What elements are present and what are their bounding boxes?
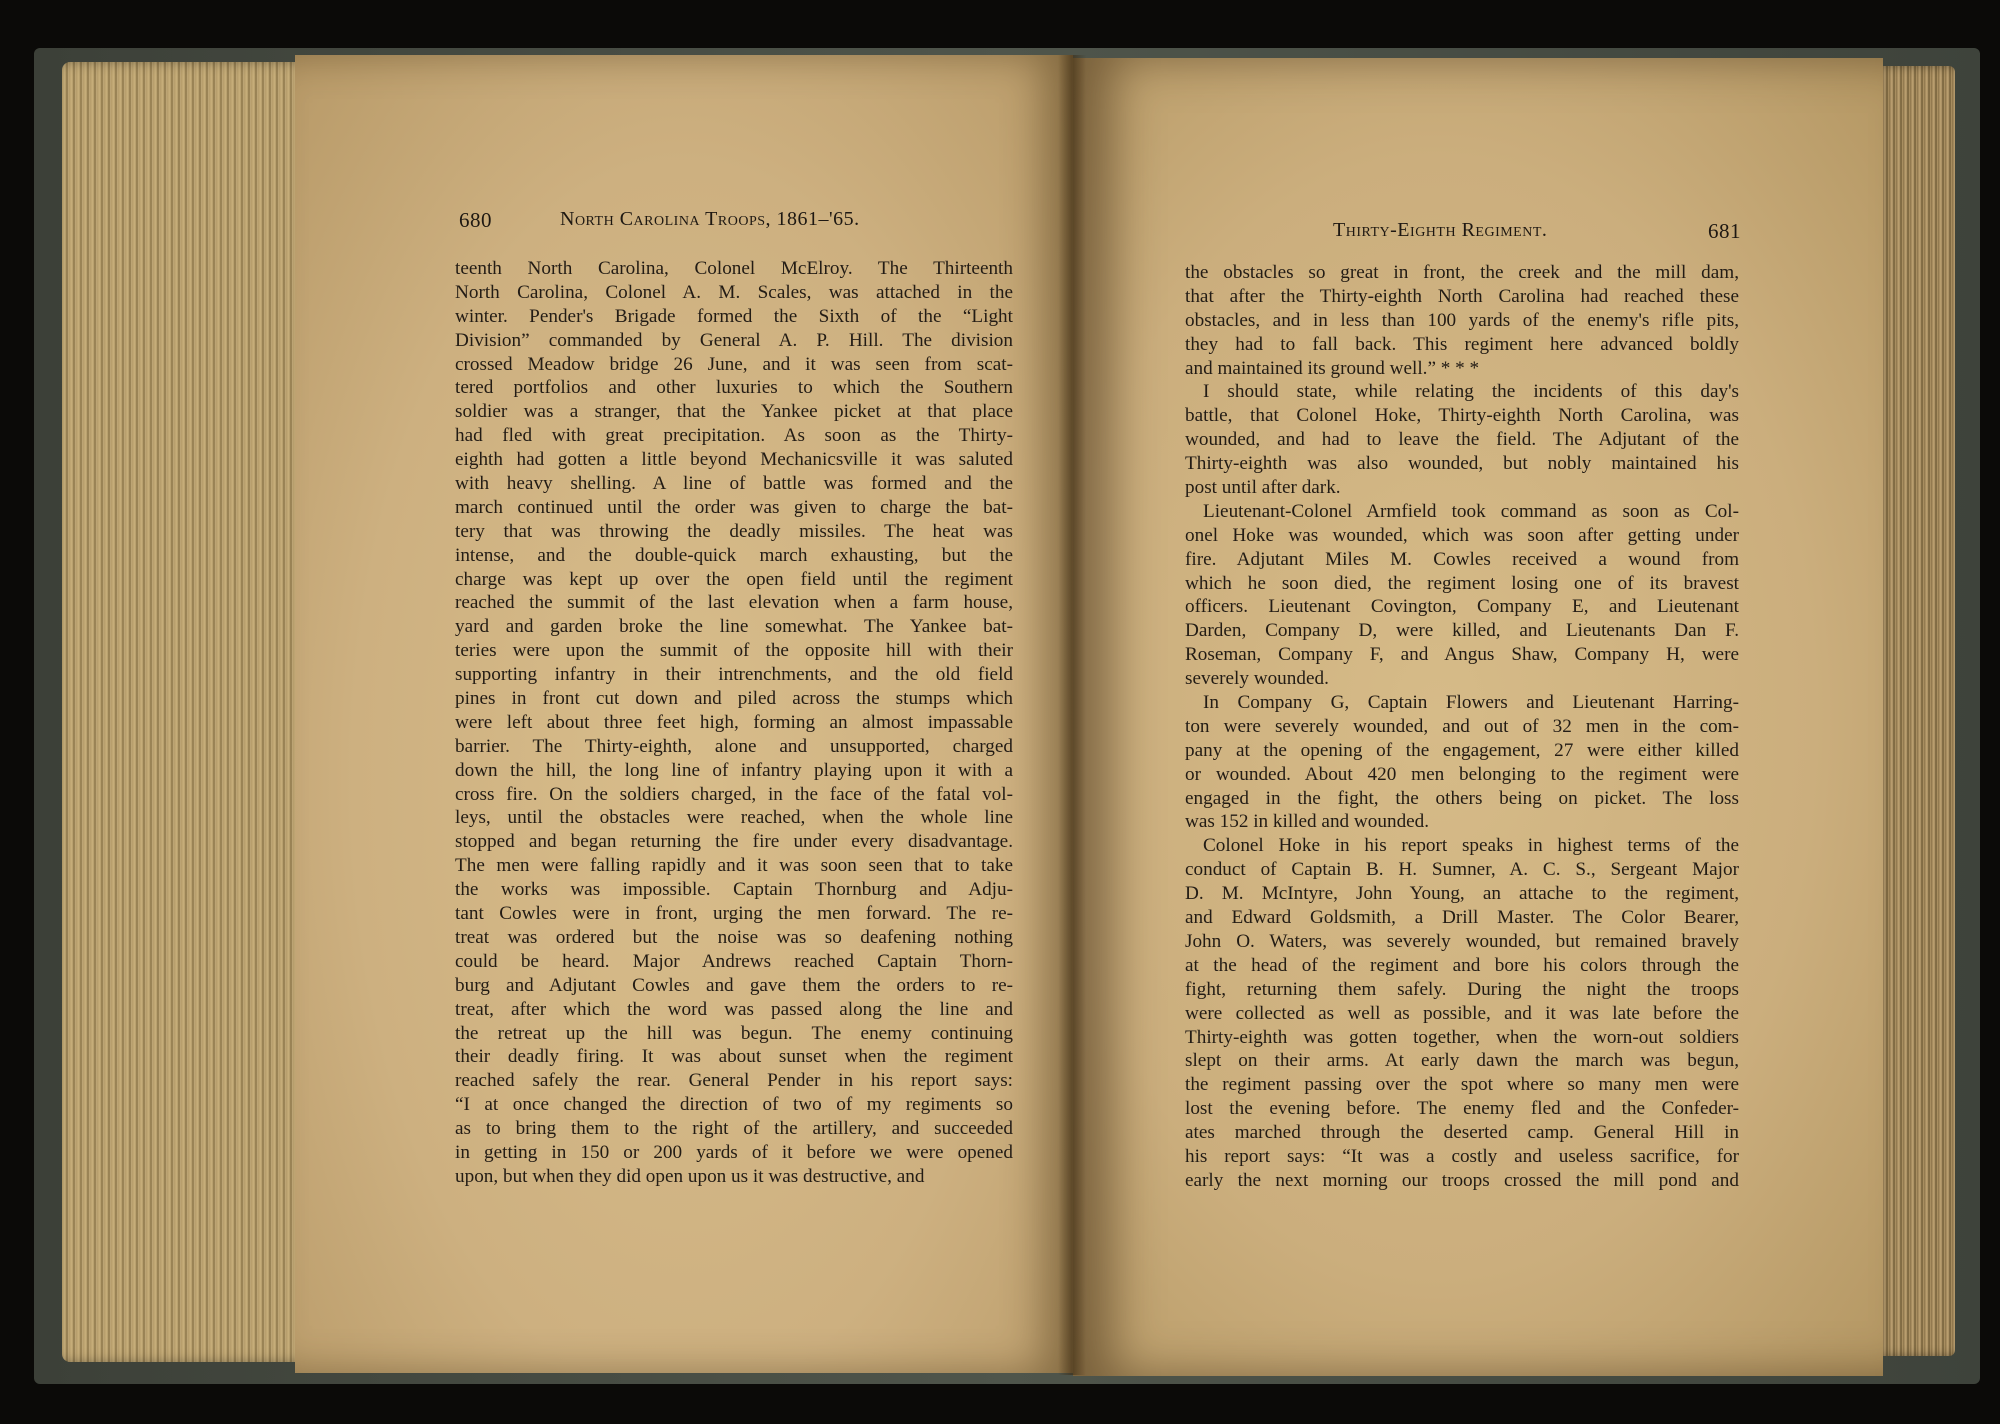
text-line: and maintained its ground well.” * * * xyxy=(1185,357,1480,379)
text-line: onel Hoke was wounded, which was soon after getting under xyxy=(1185,524,1739,546)
text-line: D. M. McIntyre, John Young, an attache to the regiment, xyxy=(1185,883,1739,905)
text-line: winter. Pender's Brigade formed the Sixth of the “Light xyxy=(455,305,1013,327)
text-line: was 152 in killed and wounded. xyxy=(1185,811,1430,833)
text-line: were left about three feet high, forming an almost impassable xyxy=(455,711,1013,733)
text-line: the works was impossible. Captain Thornburg and Adju- xyxy=(455,879,1013,901)
right-running-head: Thirty-Eighth Regiment. xyxy=(1333,219,1548,241)
text-line: ates marched through the deserted camp. General Hill in xyxy=(1185,1122,1739,1144)
text-line: upon, but when they did open upon us it was destructive, and xyxy=(455,1165,925,1187)
text-line: slept on their arms. At early dawn the march was begun, xyxy=(1185,1050,1739,1072)
text-line: stopped and began returning the fire under every disadvantage. xyxy=(455,831,1013,853)
text-line: that after the Thirty-eighth North Carolina had reached these xyxy=(1185,285,1739,307)
text-line: with heavy shelling. A line of battle was formed and the xyxy=(455,473,1013,495)
text-line: I should state, while relating the incidents of this day's xyxy=(1203,381,1739,403)
text-line: soldier was a stranger, that the Yankee picket at that place xyxy=(455,401,1013,423)
left-page-number: 680 xyxy=(459,208,492,232)
text-line: “I at once changed the direction of two of my regiments so xyxy=(455,1094,1013,1116)
text-line: Roseman, Company F, and Angus Shaw, Company H, were xyxy=(1185,644,1739,666)
right-page-edges xyxy=(1875,66,1955,1356)
text-line: teries were upon the summit of the opposite hill with their xyxy=(455,640,1013,662)
text-line: barrier. The Thirty-eighth, alone and unsupported, charged xyxy=(455,735,1013,757)
text-line: yard and garden broke the line somewhat. The Yankee bat- xyxy=(455,616,1013,638)
book-gutter xyxy=(1058,55,1086,1375)
text-line: reached safely the rear. General Pender in his report says: xyxy=(455,1070,1013,1092)
left-page-body xyxy=(455,257,1013,1189)
text-line: at the head of the regiment and bore his colors through the xyxy=(1185,954,1739,976)
text-line: cross fire. On the soldiers charged, in the face of the fatal vol- xyxy=(455,783,1013,805)
text-line: tant Cowles were in front, urging the men forward. The re- xyxy=(455,903,1013,925)
text-line: The men were falling rapidly and it was soon seen that to take xyxy=(455,855,1013,877)
text-line: the retreat up the hill was begun. The enemy continuing xyxy=(455,1022,1013,1044)
left-running-head: North Carolina Troops, 1861–'65. xyxy=(560,208,860,230)
text-line: could be heard. Major Andrews reached Captain Thorn- xyxy=(455,950,1013,972)
text-line: treat, after which the word was passed along the line and xyxy=(455,998,1013,1020)
right-page-body xyxy=(1185,261,1739,1193)
text-line: Thirty-eighth was gotten together, when the worn-out soldiers xyxy=(1185,1026,1739,1048)
text-line: crossed Meadow bridge 26 June, and it was seen from scat- xyxy=(455,353,1013,375)
text-line: Colonel Hoke in his report speaks in highest terms of the xyxy=(1203,835,1739,857)
text-line: had fled with great precipitation. As soon as the Thirty- xyxy=(455,425,1013,447)
text-line: severely wounded. xyxy=(1185,668,1329,690)
text-line: they had to fall back. This regiment here advanced boldly xyxy=(1185,333,1739,355)
text-line: eighth had gotten a little beyond Mechanicsville it was saluted xyxy=(455,449,1013,471)
text-line: down the hill, the long line of infantry playing upon it with a xyxy=(455,759,1013,781)
text-line: post until after dark. xyxy=(1185,477,1341,499)
text-line: his report says: “It was a costly and useless sacrifice, for xyxy=(1185,1145,1739,1167)
text-line: engaged in the fight, the others being on picket. The loss xyxy=(1185,787,1739,809)
text-line: the obstacles so great in front, the creek and the mill dam, xyxy=(1185,262,1739,283)
text-line: conduct of Captain B. H. Sumner, A. C. S., Sergeant Major xyxy=(1185,859,1739,881)
text-line: march continued until the order was given to charge the bat- xyxy=(455,496,1013,518)
text-line: were collected as well as possible, and it was late before the xyxy=(1185,1002,1739,1024)
text-line: teenth North Carolina, Colonel McElroy. The Thirteenth xyxy=(455,258,1013,279)
right-page-number: 681 xyxy=(1708,219,1741,243)
left-page-edges xyxy=(62,62,312,1362)
text-line: lost the evening before. The enemy fled and the Confeder- xyxy=(1185,1098,1739,1120)
text-line: their deadly firing. It was about sunset when the regiment xyxy=(455,1046,1013,1068)
text-line: charge was kept up over the open field until the regiment xyxy=(455,568,1013,590)
text-line: John O. Waters, was severely wounded, but remained bravely xyxy=(1185,930,1739,952)
text-line: ton were severely wounded, and out of 32 men in the com- xyxy=(1185,715,1739,737)
text-line: and Edward Goldsmith, a Drill Master. The Color Bearer, xyxy=(1185,907,1739,929)
text-line: Thirty-eighth was also wounded, but nobly maintained his xyxy=(1185,453,1739,475)
text-line: leys, until the obstacles were reached, when the whole line xyxy=(455,807,1013,829)
text-line: which he soon died, the regiment losing one of its bravest xyxy=(1185,572,1739,594)
text-line: as to bring them to the right of the artillery, and succeeded xyxy=(455,1118,1013,1140)
text-line: the regiment passing over the spot where so many men were xyxy=(1185,1074,1739,1096)
text-line: reached the summit of the last elevation when a farm house, xyxy=(455,592,1013,614)
text-line: Lieutenant-Colonel Armfield took command as soon as Col- xyxy=(1203,500,1739,522)
text-line: tered portfolios and other luxuries to which the Southern xyxy=(455,377,1013,399)
text-line: Darden, Company D, were killed, and Lieutenants Dan F. xyxy=(1185,620,1739,642)
text-line: supporting infantry in their intrenchments, and the old field xyxy=(455,664,1013,686)
text-line: Division” commanded by General A. P. Hill. The division xyxy=(455,329,1013,351)
text-line: or wounded. About 420 men belonging to the regiment were xyxy=(1185,763,1739,785)
text-line: In Company G, Captain Flowers and Lieutenant Harring- xyxy=(1203,692,1739,714)
text-line: officers. Lieutenant Covington, Company E, and Lieutenant xyxy=(1185,596,1739,618)
text-line: early the next morning our troops crossed the mill pond and xyxy=(1185,1169,1739,1191)
text-line: fire. Adjutant Miles M. Cowles received a wound from xyxy=(1185,548,1739,570)
text-line: in getting in 150 or 200 yards of it before we were opened xyxy=(455,1141,1013,1163)
text-line: treat was ordered but the noise was so deafening nothing xyxy=(455,926,1013,948)
text-line: burg and Adjutant Cowles and gave them the orders to re- xyxy=(455,974,1013,996)
text-line: battle, that Colonel Hoke, Thirty-eighth North Carolina, was xyxy=(1185,405,1739,427)
text-line: pany at the opening of the engagement, 27 were either killed xyxy=(1185,739,1739,761)
text-line: wounded, and had to leave the field. The Adjutant of the xyxy=(1185,429,1739,451)
text-line: intense, and the double-quick march exhausting, but the xyxy=(455,544,1013,566)
text-line: pines in front cut down and piled across the stumps which xyxy=(455,688,1013,710)
text-line: tery that was throwing the deadly missiles. The heat was xyxy=(455,520,1013,542)
text-line: obstacles, and in less than 100 yards of the enemy's rifle pits, xyxy=(1185,309,1739,331)
text-line: North Carolina, Colonel A. M. Scales, was attached in the xyxy=(455,281,1013,303)
text-line: fight, returning them safely. During the night the troops xyxy=(1185,978,1739,1000)
